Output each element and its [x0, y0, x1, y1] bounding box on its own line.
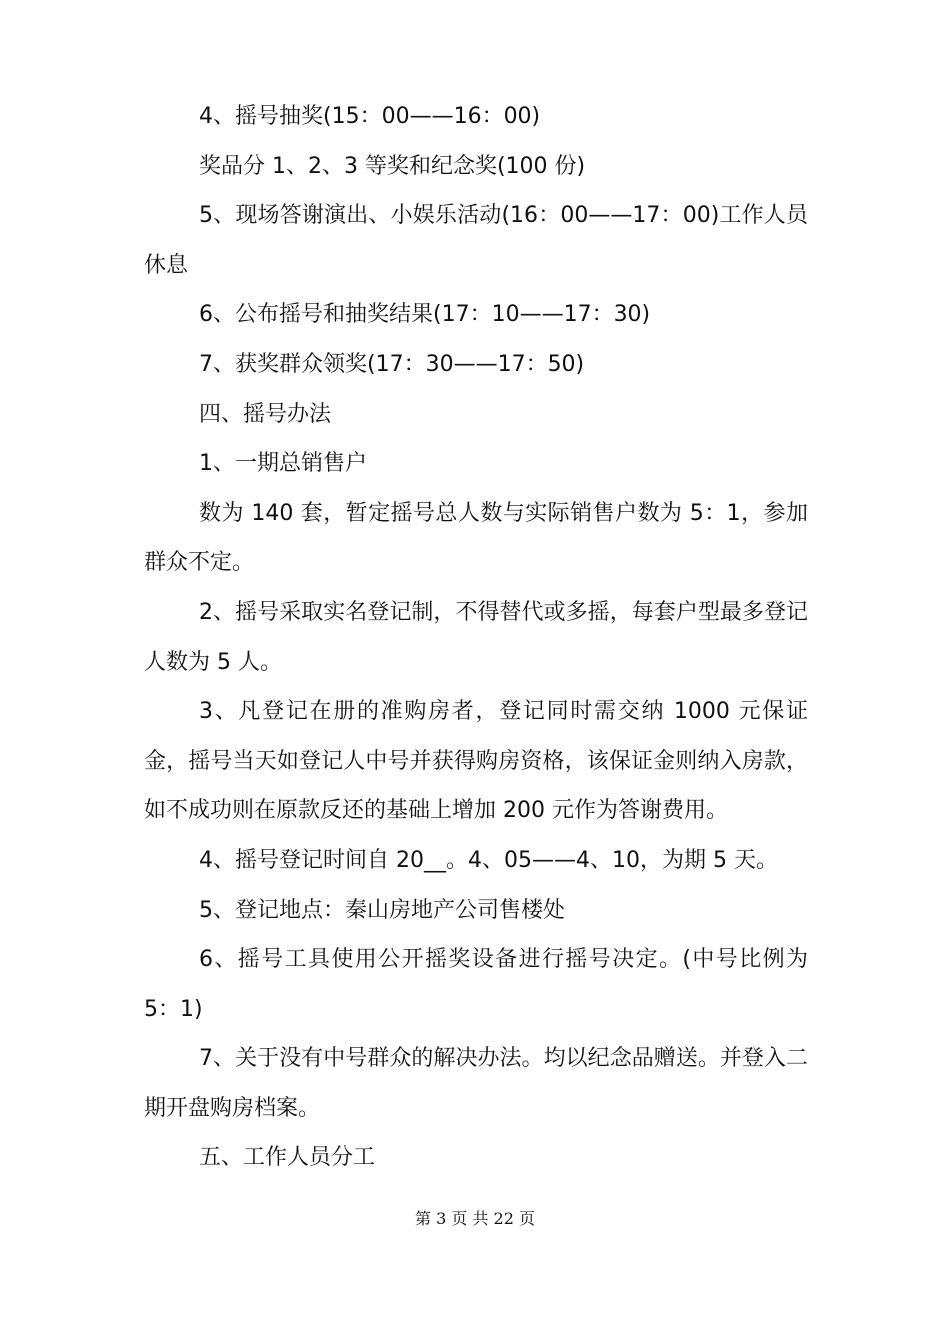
page-number-footer: 第 3 页 共 22 页: [415, 1209, 535, 1228]
paragraph-registration-location: 5、登记地点：秦山房地产公司售楼处: [199, 897, 565, 923]
paragraph-units-ratio: 数为 140 套，暂定摇号总人数与实际销售户数为 5：1，参加群众不定。: [144, 500, 808, 576]
document-body: [144, 92, 808, 1183]
section-heading-lottery-method: 四、摇号办法: [199, 401, 332, 427]
paragraph-lottery-draw: 4、摇号抽奖(15：00——16：00): [199, 104, 541, 129]
paragraph-announce-results: 6、公布摇号和抽奖结果(17：10——17：30): [199, 302, 651, 328]
paragraph-phase-one-sales: 1、一期总销售户: [199, 451, 367, 477]
paragraph-deposit: 3、凡登记在册的准购房者，登记同时需交纳 1000 元保证金，摇号当天如登记人中号并获得购房资格，该保证金则纳入房款，如不成功则在原款反还的基础上增加 200 元作为答谢费用。: [144, 699, 808, 824]
paragraph-registration-time: 4、摇号登记时间自 20__。4、05——4、10，为期 5 天。: [199, 847, 778, 873]
paragraph-real-name-registration: 2、摇号采取实名登记制，不得替代或多摇，每套户型最多登记人数为 5 人。: [144, 599, 808, 675]
paragraph-prize-collection: 7、获奖群众领奖(17：30——17：50): [199, 351, 585, 377]
section-heading-staff-assignment: 五、工作人员分工: [199, 1145, 376, 1171]
paragraph-lottery-tools: 6、摇号工具使用公开摇奖设备进行摇号决定。(中号比例为 5：1): [144, 947, 808, 1022]
paragraph-prizes: 奖品分 1、2、3 等奖和纪念奖(100 份): [199, 153, 586, 179]
paragraph-performance: 5、现场答谢演出、小娱乐活动(16：00——17：00)工作人员休息: [144, 203, 808, 278]
paragraph-non-winners: 7、关于没有中号群众的解决办法。均以纪念品赠送。并登入二期开盘购房档案。: [144, 1046, 808, 1121]
